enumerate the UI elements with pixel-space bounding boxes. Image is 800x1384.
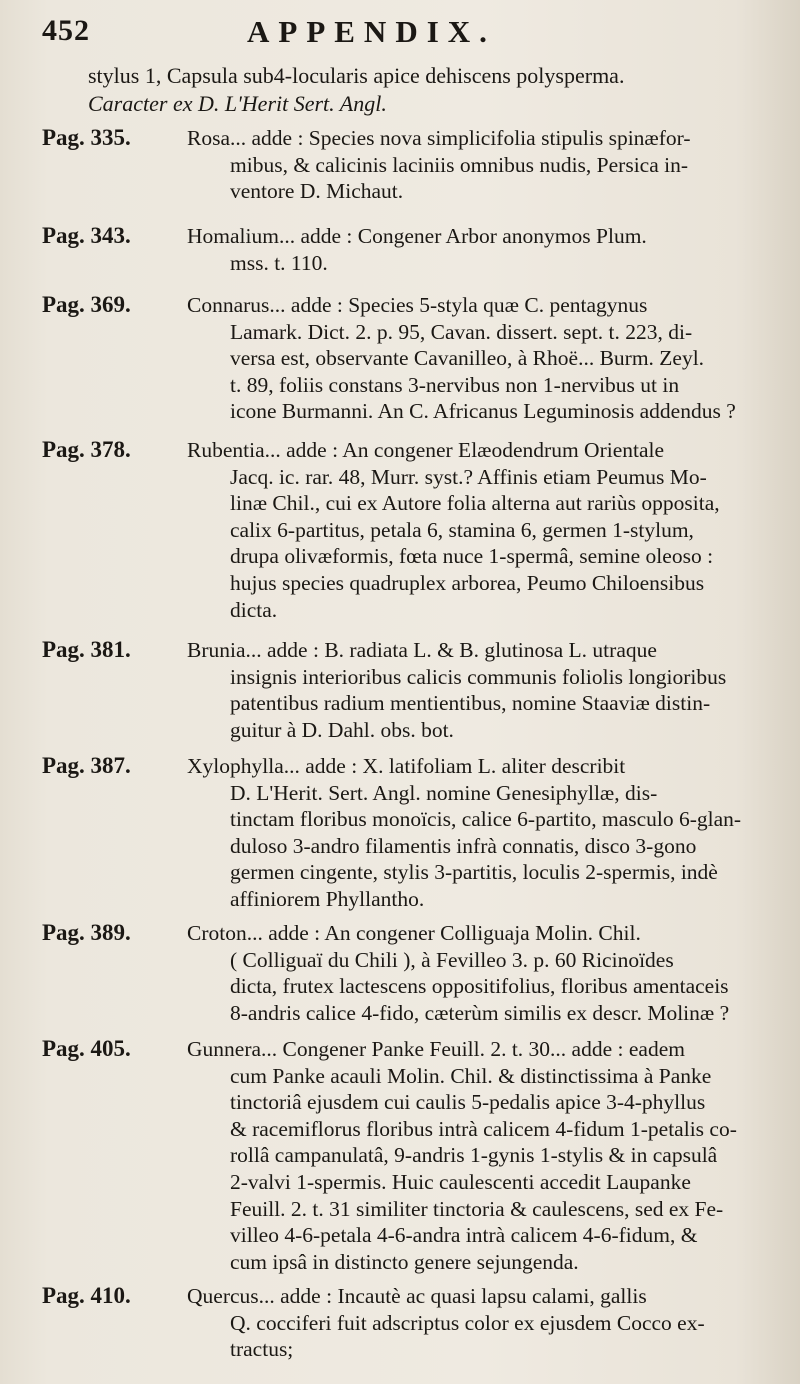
entry-line: dicta.: [230, 597, 278, 622]
entry-pag-405: [42, 1036, 782, 1275]
entry-page-ref: Pag. 405.: [42, 1036, 131, 1061]
entry-line: D. L'Herit. Sert. Angl. nomine Genesiphyllæ, dis-: [230, 780, 658, 805]
entry-line: hujus species quadruplex arborea, Peumo Chiloensibus: [230, 570, 705, 595]
entry-line: Brunia... adde : B. radiata L. & B. glutinosa L. utraque: [187, 638, 657, 662]
entry-line: drupa olivæformis, fœta nuce 1-spermâ, semine oleoso :: [230, 544, 714, 569]
entry-line: Croton... adde : An congener Colliguaja Molin. Chil.: [187, 921, 641, 945]
entry-pag-389: [42, 920, 782, 1026]
entry-line: Homalium... adde : Congener Arbor anonymos Plum.: [187, 224, 647, 248]
entry-pag-387: [42, 753, 782, 913]
entry-page-ref: Pag. 410.: [42, 1283, 131, 1308]
entry-line: t. 89, foliis constans 3-nervibus non 1-nervibus ut in: [230, 372, 680, 397]
entry-line: Quercus... adde : Incautè ac quasi lapsu calami, gallis: [187, 1284, 647, 1308]
entry-pag-343: [42, 223, 782, 276]
entry-line: insignis interioribus calicis communis foliolis longioribus: [230, 664, 727, 689]
intro-text: [58, 62, 778, 118]
entry-line: ventore D. Michaut.: [230, 179, 404, 204]
entry-page-ref: Pag. 335.: [42, 125, 131, 150]
entry-line: Xylophylla... adde : X. latifoliam L. aliter describit: [187, 754, 626, 778]
entry-line: Connarus... adde : Species 5-styla quæ C. pentagynus: [187, 293, 648, 317]
entry-line: Q. cocciferi fuit adscriptus color ex ejusdem Cocco ex-: [230, 1310, 705, 1335]
entry-line: tractus;: [230, 1337, 294, 1362]
intro-line: Caracter ex D. L'Herit Sert. Angl.: [88, 91, 387, 116]
entry-line: & racemiflorus floribus intrà calicem 4-fidum 1-petalis co-: [230, 1116, 737, 1141]
entry-line: cum Panke acauli Molin. Chil. & distinctissima à Panke: [230, 1063, 712, 1088]
entry-line: rollâ campanulatâ, 9-andris 1-gynis 1-stylis & in capsulâ: [230, 1143, 718, 1168]
entry-page-ref: Pag. 389.: [42, 920, 131, 945]
entry-line: mibus, & calicinis laciniis omnibus nudis, Persica in-: [230, 152, 689, 177]
entry-line: 2-valvi 1-spermis. Huic caulescenti accedit Laupanke: [230, 1169, 691, 1194]
entry-line: guitur à D. Dahl. obs. bot.: [230, 717, 454, 742]
entry-line: versa est, observante Cavanilleo, à Rhoë... Burm. Zeyl.: [230, 346, 705, 371]
entry-line: cum ipsâ in distincto genere sejungenda.: [230, 1249, 579, 1274]
entry-line: germen cingente, stylis 3-partitis, loculis 2-spermis, indè: [230, 860, 718, 885]
entry-line: affiniorem Phyllantho.: [230, 886, 425, 911]
entry-line: patentibus radium mentientibus, nomine Staaviæ distin-: [230, 691, 711, 716]
entry-pag-410: [42, 1283, 782, 1363]
entry-line: calix 6-partitus, petala 6, stamina 6, germen 1-stylum,: [230, 517, 694, 542]
running-title: APPENDIX.: [247, 14, 496, 49]
entry-line: icone Burmanni. An C. Africanus Leguminosis addendus ?: [230, 399, 736, 424]
entry-line: Jacq. ic. rar. 48, Murr. syst.? Affinis etiam Peumus Mo-: [230, 464, 707, 489]
entry-pag-378: [42, 437, 782, 623]
entry-line: Rubentia... adde : An congener Elæodendrum Orientale: [187, 438, 665, 462]
entry-pag-381: [42, 637, 782, 743]
entry-line: tinctam floribus monoïcis, calice 6-partito, masculo 6-glan-: [230, 807, 742, 832]
entry-page-ref: Pag. 369.: [42, 292, 131, 317]
page-number: 452: [42, 14, 90, 47]
entry-page-ref: Pag. 387.: [42, 753, 131, 778]
entry-line: linæ Chil., cui ex Autore folia alterna aut rariùs opposita,: [230, 491, 720, 516]
entry-line: Gunnera... Congener Panke Feuill. 2. t. 30... adde : eadem: [187, 1037, 685, 1061]
entry-page-ref: Pag. 381.: [42, 637, 131, 662]
entry-line: Lamark. Dict. 2. p. 95, Cavan. dissert. sept. t. 223, di-: [230, 319, 693, 344]
entry-line: mss. t. 110.: [230, 250, 328, 275]
entry-line: villeo 4-6-petala 4-6-andra intrà calicem 4-6-fidum, &: [230, 1223, 698, 1248]
entry-page-ref: Pag. 343.: [42, 223, 131, 248]
entry-line: tinctoriâ ejusdem cui caulis 5-pedalis apice 3-4-phyllus: [230, 1090, 706, 1115]
entry-line: Feuill. 2. t. 31 similiter tinctoria & caulescens, sed ex Fe-: [230, 1196, 724, 1221]
entry-pag-369: [42, 292, 782, 425]
entry-page-ref: Pag. 378.: [42, 437, 131, 462]
page-header: [42, 14, 762, 54]
intro-line: stylus 1, Capsula sub4-locularis apice dehiscens polysperma.: [88, 63, 625, 88]
entry-line: ( Colliguaï du Chili ), à Fevilleo 3. p. 60 Ricinoïdes: [230, 947, 674, 972]
entry-line: Rosa... adde : Species nova simplicifolia stipulis spinæfor-: [187, 126, 691, 150]
entry-line: 8-andris calice 4-fido, cæterùm similis ex descr. Molinæ ?: [230, 1000, 730, 1025]
entry-pag-335: [42, 125, 782, 205]
entry-line: duloso 3-andro filamentis infrà connatis, disco 3-gono: [230, 833, 697, 858]
entry-line: dicta, frutex lactescens oppositifolius, floribus amentaceis: [230, 974, 729, 999]
